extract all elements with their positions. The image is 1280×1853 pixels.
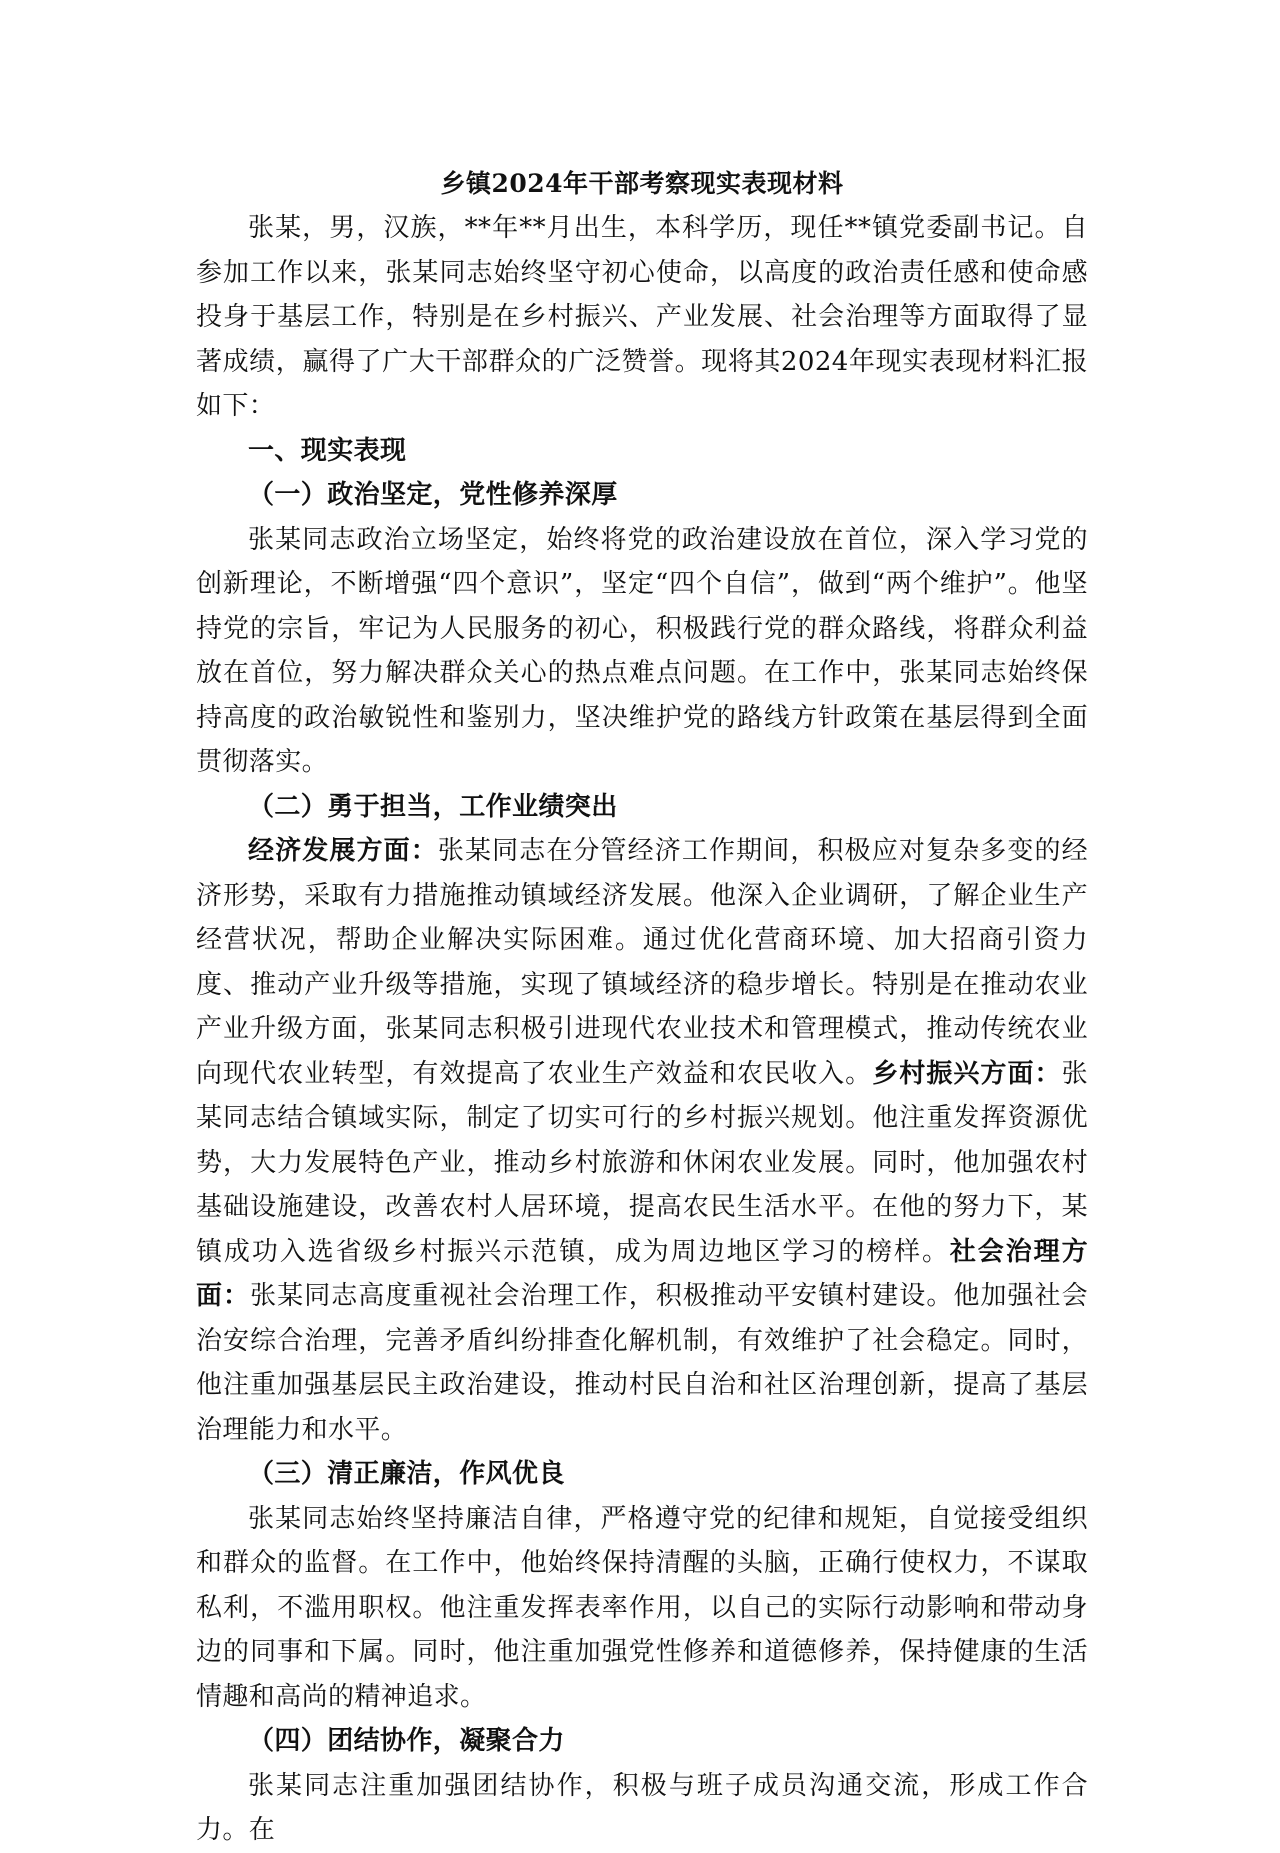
- section-heading-1: 一、现实表现: [248, 435, 407, 466]
- social-text: 张某同志高度重视社会治理工作，积极推动平安镇村建设。他加强社会治安综合治理，完善矛盾纠纷排查化解机制，有效维护了社会稳定。同时，他注重加强基层民主政治建设，推动村民自治和社区治理创新，提高了基层治理能力和水平。: [196, 1281, 1088, 1445]
- subsection-2-body: [196, 829, 1088, 1452]
- economy-text: 张某同志在分管经济工作期间，积极应对复杂多变的经济形势，采取有力措施推动镇域经济发展。他深入企业调研，了解企业生产经营状况，帮助企业解决实际困难。通过优化营商环境、加大招商引资力度、推动产业升级等措施，实现了镇域经济的稳步增长。特别是在推动农业产业升级方面，张某同志积极引进现代农业技术和管理模式，推动传统农业向现代农业转型，有效提高了农业生产效益和农民收入。: [196, 836, 1088, 1089]
- subsection-1-body: 张某同志政治立场坚定，始终将党的政治建设放在首位，深入学习党的创新理论，不断增强“四个意识”，坚定“四个自信”，做到“两个维护”。他坚持党的宗旨，牢记为人民服务的初心，积极践行党的群众路线，将群众利益放在首位，努力解决群众关心的热点难点问题。在工作中，张某同志始终保持高度的政治敏锐性和鉴别力，坚决维护党的路线方针政策在基层得到全面贯彻落实。: [196, 524, 1088, 777]
- social-label: 社会治理方面：: [196, 1236, 1088, 1311]
- document-page: [196, 162, 1088, 1853]
- economy-label: 经济发展方面：: [248, 836, 438, 866]
- subsection-heading-4: （四）团结协作，凝聚合力: [248, 1726, 565, 1756]
- subsection-3-body: 张某同志始终坚持廉洁自律，严格遵守党的纪律和规矩，自觉接受组织和群众的监督。在工作中，他始终保持清醒的头脑，正确行使权力，不谋取私利，不滥用职权。他注重发挥表率作用，以自己的实际行动影响和带动身边的同事和下属。同时，他注重加强党性修养和道德修养，保持健康的生活情趣和高尚的精神追求。: [196, 1503, 1088, 1712]
- rural-label: 乡村振兴方面：: [872, 1058, 1062, 1089]
- intro-paragraph: 张某，男，汉族，**年**月出生，本科学历，现任**镇党委副书记。自参加工作以来，张某同志始终坚守初心使命，以高度的政治责任感和使命感投身于基层工作，特别是在乡村振兴、产业发展、社会治理等方面取得了显著成绩，赢得了广大干部群众的广泛赞誉。现将其2024年现实表现材料汇报如下：: [196, 213, 1088, 421]
- subsection-heading-3: （三）清正廉洁，作风优良: [248, 1459, 565, 1489]
- subsection-heading-1: （一）政治坚定，党性修养深厚: [248, 480, 618, 510]
- document-title: 乡镇2024年干部考察现实表现材料: [440, 169, 844, 198]
- subsection-heading-2: （二）勇于担当，工作业绩突出: [248, 791, 618, 822]
- rural-text: 张某同志结合镇域实际，制定了切实可行的乡村振兴规划。他注重发挥资源优势，大力发展特色产业，推动乡村旅游和休闲农业发展。同时，他加强农村基础设施建设，改善农村人居环境，提高农民生活水平。在他的努力下，某镇成功入选省级乡村振兴示范镇，成为周边地区学习的榜样。: [196, 1058, 1088, 1267]
- subsection-4-body: 张某同志注重加强团结协作，积极与班子成员沟通交流，形成工作合力。在: [196, 1770, 1088, 1845]
